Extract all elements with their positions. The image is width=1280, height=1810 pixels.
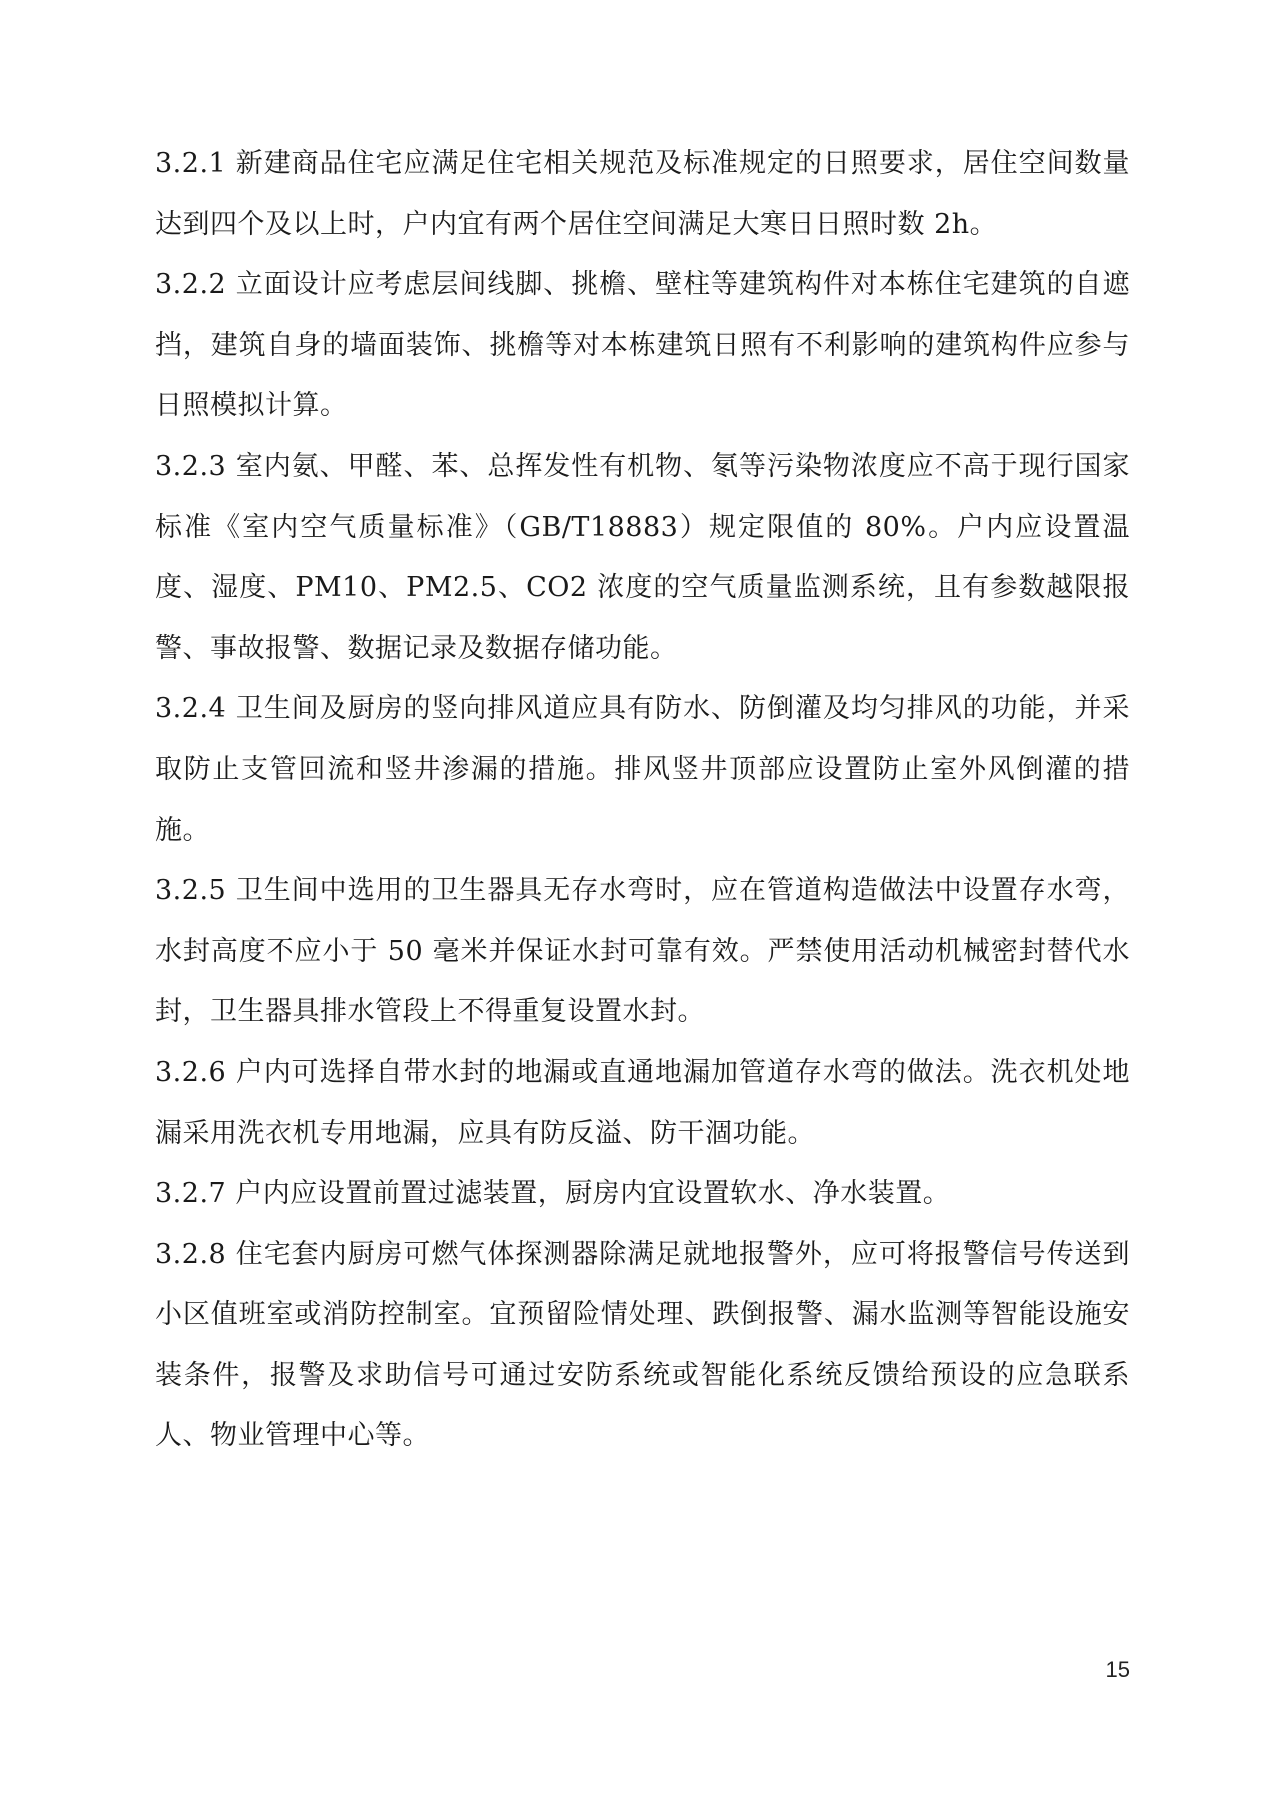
clause-3-2-7: 3.2.7 户内应设置前置过滤装置，厨房内宜设置软水、净水装置。 [155,1178,951,1210]
clause-3-2-8: 3.2.8 住宅套内厨房可燃气体探测器除满足就地报警外，应可将报警信号传送到小区值班室或消防控制室。宜预留险情处理、跌倒报警、漏水监测等智能设施安装条件，报警及求助信号可通过安防系统或智能化系统反馈给预设的应急联系人、物业管理中心等。 [155,1238,1130,1452]
page-number: 15 [1105,1657,1130,1682]
clause-list [155,134,1130,1467]
clause-3-2-5: 3.2.5 卫生间中选用的卫生器具无存水弯时，应在管道构造做法中设置存水弯，水封高度不应小于 50 毫米并保证水封可靠有效。严禁使用活动机械密封替代水封，卫生器具排水管段上不得重复设置水封。 [155,875,1130,1028]
clause-3-2-1: 3.2.1 新建商品住宅应满足住宅相关规范及标准规定的日照要求，居住空间数量达到四个及以上时，户内宜有两个居住空间满足大寒日日照时数 2h。 [155,148,1130,240]
clause-3-2-6: 3.2.6 户内可选择自带水封的地漏或直通地漏加管道存水弯的做法。洗衣机处地漏采用洗衣机专用地漏，应具有防反溢、防干涸功能。 [155,1056,1130,1149]
clause-3-2-3: 3.2.3 室内氨、甲醛、苯、总挥发性有机物、氡等污染物浓度应不高于现行国家标准《室内空气质量标准》（GB/T18883）规定限值的 80%。户内应设置温度、湿度、PM10、PM2.5、CO2 浓度的空气质量监测系统，且有参数越限报警、事故报警、数据记录及数据存储功能。 [155,450,1130,664]
clause-3-2-2: 3.2.2 立面设计应考虑层间线脚、挑檐、壁柱等建筑构件对本栋住宅建筑的自遮挡，建筑自身的墙面装饰、挑檐等对本栋建筑日照有不利影响的建筑构件应参与日照模拟计算。 [155,269,1130,422]
clause-3-2-4: 3.2.4 卫生间及厨房的竖向排风道应具有防水、防倒灌及均匀排风的功能，并采取防止支管回流和竖井渗漏的措施。排风竖井顶部应设置防止室外风倒灌的措施。 [155,693,1130,846]
